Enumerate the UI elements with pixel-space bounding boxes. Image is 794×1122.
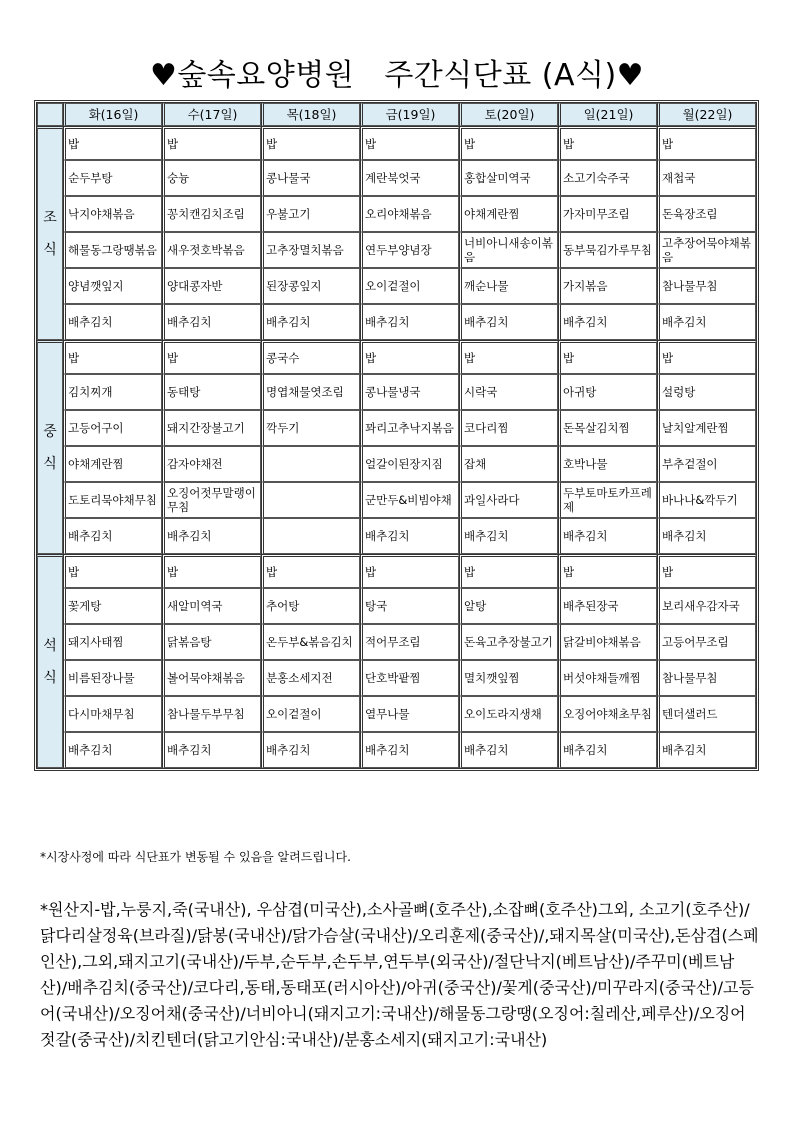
menu-cell: 잡채 [459,446,558,482]
menu-cell: 추어탕 [261,588,360,624]
menu-cell: 부추겉절이 [657,446,756,482]
menu-cell: 날치알계란찜 [657,410,756,446]
menu-cell: 밥 [261,126,360,160]
menu-cell: 참나물두부무침 [162,696,261,732]
menu-cell: 밥 [162,554,261,588]
menu-cell: 설렁탕 [657,374,756,410]
menu-cell: 버섯야채들깨찜 [558,660,657,696]
menu-cell: 우불고기 [261,196,360,232]
menu-cell: 두부토마토카프레제 [558,482,657,518]
menu-cell: 도토리묵야채무침 [63,482,162,518]
menu-row [37,554,756,588]
menu-cell: 코다리찜 [459,410,558,446]
menu-cell: 밥 [63,554,162,588]
menu-cell: 배추김치 [459,304,558,340]
day-header: 일(21일) [558,103,657,126]
menu-cell: 오징어젓무말랭이무침 [162,482,261,518]
menu-cell: 밥 [360,126,459,160]
menu-cell: 온두부&볶음김치 [261,624,360,660]
weekly-menu-table [34,100,759,771]
menu-cell: 고등어구이 [63,410,162,446]
menu-cell: 홍합살미역국 [459,160,558,196]
menu-cell: 참나물무침 [657,660,756,696]
menu-cell: 고추장어묵야채볶음 [657,232,756,268]
menu-cell: 닭갈비야채볶음 [558,624,657,660]
day-header: 토(20일) [459,103,558,126]
menu-cell: 콩나물국 [261,160,360,196]
menu-cell: 고추장멸치볶음 [261,232,360,268]
menu-cell: 배추김치 [162,518,261,554]
menu-cell: 오징어야채초무침 [558,696,657,732]
menu-cell [261,482,360,518]
menu-cell: 깨순나물 [459,268,558,304]
menu-cell: 과일사라다 [459,482,558,518]
menu-cell: 깍두기 [261,410,360,446]
menu-cell: 밥 [360,554,459,588]
menu-cell: 콩국수 [261,340,360,374]
menu-cell: 가자미무조림 [558,196,657,232]
menu-cell: 밥 [657,554,756,588]
menu-cell: 얼갈이된장지짐 [360,446,459,482]
menu-cell: 김치찌개 [63,374,162,410]
menu-cell: 단호박팥찜 [360,660,459,696]
day-header: 월(22일) [657,103,756,126]
menu-row [37,446,756,482]
menu-cell: 배추김치 [162,732,261,768]
menu-cell: 야채계란찜 [63,446,162,482]
menu-row [37,160,756,196]
menu-cell: 밥 [63,340,162,374]
menu-row [37,732,756,768]
menu-cell: 멸치깻잎찜 [459,660,558,696]
menu-cell: 새우젓호박볶음 [162,232,261,268]
menu-row [37,518,756,554]
meal-label: 석 식 [37,554,63,768]
menu-cell: 꽈리고추낙지볶음 [360,410,459,446]
menu-cell: 알탕 [459,588,558,624]
menu-cell: 순두부탕 [63,160,162,196]
menu-cell: 낙지야채볶음 [63,196,162,232]
menu-cell: 배추김치 [657,518,756,554]
menu-cell: 돼지간장불고기 [162,410,261,446]
menu-cell: 고등어무조림 [657,624,756,660]
origin-notice: *원산지-밥,누룽지,죽(국내산), 우삼겹(미국산),소사골뼈(호주산),소잡뼈(호주산)그외, 소고기(호주산)/닭다리살정육(브라질)/닭봉(국내산)/닭가슴살(국내산)/오리훈제(중국산)/,돼지목살(미국산),돈삼겹(스페인산),그외,돼지고기(국내산)/두부,순두부,손두부,연두부(외국산)/절단낙지(베트남산)/주꾸미(베트남산)/배추김치(중국산)/코다리,동태,동태포(러시아산)/아귀(중국산)/꽃게(중국산)/미꾸라지(중국산)/고등어(국내산)/오징어채(중국산)/너비아니(돼지고기:국내산)/해물동그랑땡(오징어:칠레산,페루산)/오징어젓갈(중국산)/치킨텐더(닭고기안심:국내산)/분홍소세지(돼지고기:국내산) [40,900,759,1049]
menu-row [37,268,756,304]
menu-cell: 너비아니새송이볶음 [459,232,558,268]
menu-row [37,660,756,696]
menu-row [37,410,756,446]
menu-cell: 양대콩자반 [162,268,261,304]
change-notice: *시장사정에 따라 식단표가 변동될 수 있음을 알려드립니다. [40,850,351,864]
menu-cell: 밥 [459,554,558,588]
menu-cell: 참나물무침 [657,268,756,304]
menu-cell: 밥 [261,554,360,588]
menu-cell: 밥 [459,340,558,374]
menu-cell: 배추김치 [360,518,459,554]
menu-cell: 밥 [162,126,261,160]
day-header: 수(17일) [162,103,261,126]
menu-cell: 아귀탕 [558,374,657,410]
menu-cell: 닭볶음탕 [162,624,261,660]
menu-cell: 배추김치 [63,732,162,768]
menu-cell: 오이도라지생채 [459,696,558,732]
menu-cell: 호박나물 [558,446,657,482]
menu-cell [261,446,360,482]
menu-row [37,304,756,340]
menu-cell: 배추김치 [657,732,756,768]
menu-cell: 야채계란찜 [459,196,558,232]
menu-cell: 명엽채물엿조림 [261,374,360,410]
menu-row [37,340,756,374]
menu-cell: 밥 [657,126,756,160]
menu-cell: 배추김치 [63,304,162,340]
menu-cell: 배추김치 [657,304,756,340]
menu-cell: 숭늉 [162,160,261,196]
menu-cell: 비름된장나물 [63,660,162,696]
menu-cell: 꽁치캔김치조림 [162,196,261,232]
menu-cell: 배추김치 [162,304,261,340]
menu-cell: 탕국 [360,588,459,624]
day-header: 화(16일) [63,103,162,126]
menu-cell: 배추김치 [360,304,459,340]
menu-cell: 밥 [162,340,261,374]
menu-cell: 배추김치 [558,732,657,768]
menu-cell: 밥 [558,126,657,160]
menu-row [37,126,756,160]
menu-cell: 배추김치 [459,518,558,554]
menu-cell: 적어무조림 [360,624,459,660]
menu-row [37,196,756,232]
menu-cell: 밥 [459,126,558,160]
menu-cell: 가지볶음 [558,268,657,304]
menu-row [37,588,756,624]
menu-cell: 해물동그랑땡볶음 [63,232,162,268]
menu-cell: 오리야채볶음 [360,196,459,232]
menu-cell: 배추김치 [261,732,360,768]
menu-cell: 돼지사태찜 [63,624,162,660]
menu-cell: 밥 [657,340,756,374]
menu-cell: 배추김치 [63,518,162,554]
corner-cell [37,103,63,126]
menu-cell: 배추김치 [261,304,360,340]
menu-cell: 오이겉절이 [261,696,360,732]
menu-row [37,374,756,410]
menu-cell: 동태탕 [162,374,261,410]
menu-cell: 돈육고추장불고기 [459,624,558,660]
menu-cell: 밥 [558,554,657,588]
menu-cell: 다시마채무침 [63,696,162,732]
day-header-row [37,103,756,126]
menu-cell [261,518,360,554]
menu-cell: 텐더샐러드 [657,696,756,732]
menu-cell: 밥 [360,340,459,374]
menu-cell: 오이겉절이 [360,268,459,304]
menu-cell: 보리새우감자국 [657,588,756,624]
menu-cell: 배추된장국 [558,588,657,624]
menu-cell: 콩나물냉국 [360,374,459,410]
menu-row [37,624,756,660]
menu-cell: 시락국 [459,374,558,410]
menu-row [37,232,756,268]
menu-cell: 된장콩잎지 [261,268,360,304]
menu-cell: 분홍소세지전 [261,660,360,696]
menu-cell: 꽃게탕 [63,588,162,624]
menu-cell: 배추김치 [558,518,657,554]
menu-cell: 소고기숙주국 [558,160,657,196]
menu-cell: 돈목살김치찜 [558,410,657,446]
menu-cell: 배추김치 [360,732,459,768]
menu-cell: 밥 [63,126,162,160]
menu-cell: 재첩국 [657,160,756,196]
menu-cell: 열무나물 [360,696,459,732]
menu-cell: 배추김치 [558,304,657,340]
page-title: ♥숲속요양병원 주간식단표 (A식)♥ [149,58,645,93]
day-header: 금(19일) [360,103,459,126]
menu-row [37,482,756,518]
menu-cell: 군만두&비빔야채 [360,482,459,518]
menu-cell: 볼어묵야채볶음 [162,660,261,696]
menu-cell: 양념깻잎지 [63,268,162,304]
menu-row [37,696,756,732]
menu-cell: 동부묵김가루무침 [558,232,657,268]
menu-cell: 연두부양념장 [360,232,459,268]
menu-cell: 계란북엇국 [360,160,459,196]
meal-label: 조 식 [37,126,63,340]
menu-cell: 감자야채전 [162,446,261,482]
menu-cell: 새알미역국 [162,588,261,624]
meal-label: 중 식 [37,340,63,554]
menu-cell: 배추김치 [459,732,558,768]
menu-cell: 바나나&깍두기 [657,482,756,518]
menu-cell: 밥 [558,340,657,374]
menu-cell: 돈육장조림 [657,196,756,232]
day-header: 목(18일) [261,103,360,126]
